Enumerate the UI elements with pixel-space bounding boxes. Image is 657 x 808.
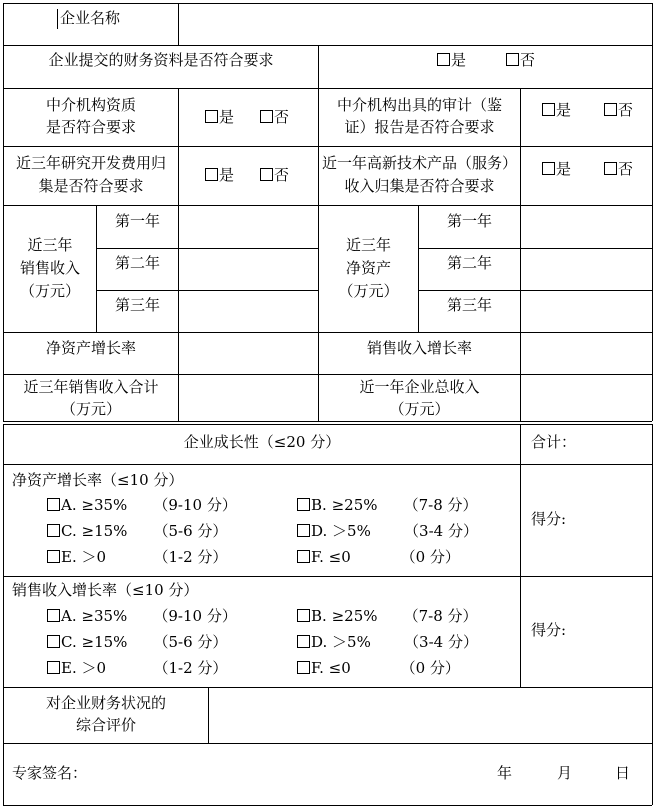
netasset-year1-label: 第一年	[446, 212, 492, 230]
checkbox[interactable]	[47, 550, 60, 563]
yes-label: 是	[219, 108, 235, 126]
net-asset-option-c[interactable]	[47, 520, 227, 542]
checkbox[interactable]	[297, 635, 310, 648]
no-label: 否	[520, 51, 536, 69]
option-letter: F.	[311, 659, 324, 677]
total-score-label: 合计：	[531, 433, 577, 451]
sales-score-label: 得分:	[531, 621, 567, 639]
no-label: 否	[274, 108, 290, 126]
no-label: 否	[618, 160, 634, 178]
checkbox[interactable]	[297, 524, 310, 537]
checkbox[interactable]	[47, 609, 60, 622]
border	[652, 3, 653, 421]
evaluation-label-1: 对企业财务状况的	[45, 694, 166, 712]
option-score: （0 分）	[400, 659, 460, 677]
option-letter: C.	[61, 633, 77, 651]
option-condition: ≥35%	[81, 607, 128, 625]
option-condition: ＞0	[81, 548, 107, 566]
checkbox[interactable]	[506, 53, 519, 66]
net-asset-option-f[interactable]	[297, 546, 460, 568]
no-label: 否	[618, 101, 634, 119]
signature-label: 专家签名：	[12, 764, 88, 782]
option-letter: D.	[311, 633, 328, 651]
evaluation-field[interactable]	[209, 688, 651, 742]
border	[3, 421, 652, 422]
option-letter: E.	[61, 548, 77, 566]
option-letter: D.	[311, 522, 328, 540]
option-letter: F.	[311, 548, 324, 566]
checkbox[interactable]	[542, 103, 555, 116]
text-cursor	[57, 9, 58, 29]
border	[3, 146, 652, 147]
net-asset-growth-field[interactable]	[179, 333, 318, 373]
sales-growth-label: 销售收入增长率	[366, 339, 472, 357]
netasset-year2-field[interactable]	[521, 249, 651, 289]
checkbox[interactable]	[542, 162, 555, 175]
checkbox[interactable]	[47, 661, 60, 674]
border	[3, 45, 652, 46]
option-score: （3-4 分）	[404, 633, 478, 651]
checkbox[interactable]	[205, 110, 218, 123]
checkbox[interactable]	[297, 498, 310, 511]
hightech-income-label-1: 近一年高新技术产品（服务）	[321, 154, 517, 172]
sales-year2-label: 第二年	[114, 254, 160, 272]
growth-title: 企业成长性（≤20 分）	[183, 433, 341, 451]
sales3-total-field[interactable]	[179, 375, 318, 420]
option-letter: A.	[61, 607, 77, 625]
net-asset-growth-heading: 净资产增长率（≤10 分）	[12, 471, 184, 489]
agency-qual-yes[interactable]	[205, 106, 234, 128]
checkbox[interactable]	[297, 661, 310, 674]
agency-qual-label-2: 是否符合要求	[45, 118, 136, 136]
financial-docs-label: 企业提交的财务资料是否符合要求	[48, 51, 274, 69]
netasset-year1-field[interactable]	[521, 206, 651, 247]
sales-option-c[interactable]	[47, 631, 227, 653]
border	[3, 576, 652, 577]
sales-year2-field[interactable]	[179, 249, 318, 289]
option-letter: B.	[311, 496, 327, 514]
option-score: （9-10 分）	[153, 496, 237, 514]
option-score: （3-4 分）	[404, 522, 478, 540]
net-asset-option-a[interactable]	[47, 494, 237, 516]
option-condition: ≥15%	[81, 633, 128, 651]
option-condition: ＞0	[81, 659, 107, 677]
checkbox[interactable]	[437, 53, 450, 66]
option-letter: E.	[61, 659, 77, 677]
option-score: （9-10 分）	[153, 607, 237, 625]
option-condition: ≥25%	[331, 607, 378, 625]
checkbox[interactable]	[604, 103, 617, 116]
hightech-income-label-2: 收入归集是否符合要求	[344, 177, 495, 195]
rd-cost-label-1: 近三年研究开发费用归	[15, 154, 166, 172]
rd-cost-label-2: 集是否符合要求	[38, 177, 144, 195]
sales-growth-field[interactable]	[521, 333, 651, 373]
agency-qual-label-1: 中介机构资质	[45, 96, 136, 114]
net-asset-growth-label: 净资产增长率	[45, 339, 136, 357]
option-letter: A.	[61, 496, 77, 514]
signature-day: 日	[615, 764, 631, 782]
netasset-year2-label: 第二年	[446, 254, 492, 272]
rd-cost-yes[interactable]	[205, 164, 234, 186]
border	[3, 424, 652, 425]
border	[520, 88, 521, 205]
option-score: （1-2 分）	[153, 548, 228, 566]
checkbox[interactable]	[260, 110, 273, 123]
signature-field[interactable]	[90, 750, 490, 794]
sales3-label-1: 近三年	[27, 236, 73, 254]
audit-report-label-2: 证）报告是否符合要求	[344, 118, 495, 136]
financial-docs-no[interactable]	[506, 49, 535, 71]
agency-qual-no[interactable]	[260, 106, 289, 128]
netasset3-label-1: 近三年	[345, 236, 391, 254]
sales-year3-field[interactable]	[179, 291, 318, 331]
option-score: （5-6 分）	[153, 522, 228, 540]
net-asset-score-label: 得分:	[531, 510, 567, 528]
no-label: 否	[274, 166, 290, 184]
sales-year1-field[interactable]	[179, 206, 318, 247]
netasset-year3-field[interactable]	[521, 291, 651, 331]
checkbox[interactable]	[205, 168, 218, 181]
checkbox[interactable]	[47, 498, 60, 511]
option-condition: ≥35%	[81, 496, 128, 514]
audit-report-no[interactable]	[604, 99, 633, 121]
border	[178, 88, 179, 205]
sales-option-f[interactable]	[297, 657, 460, 679]
option-condition: ≤0	[328, 659, 351, 677]
net-asset-option-b[interactable]	[297, 494, 478, 516]
sales3-label-3: （万元）	[19, 282, 80, 300]
yes-label: 是	[556, 160, 572, 178]
border	[3, 805, 652, 806]
border	[3, 743, 652, 744]
rd-cost-no[interactable]	[260, 164, 289, 186]
total-income-label-2: （万元）	[389, 400, 450, 418]
sales-year1-label: 第一年	[114, 212, 160, 230]
signature-year: 年	[497, 764, 513, 782]
option-condition: ≥25%	[331, 496, 378, 514]
option-score: （0 分）	[400, 548, 460, 566]
option-condition: ≥15%	[81, 522, 128, 540]
sales3-total-label-1: 近三年销售收入合计	[23, 378, 159, 396]
sales3-total-label-2: （万元）	[60, 400, 121, 418]
enterprise-name-label: 企业名称	[60, 9, 121, 27]
option-condition: ＞5%	[332, 633, 371, 651]
audit-report-yes[interactable]	[542, 99, 571, 121]
netasset3-label-3: （万元）	[338, 282, 399, 300]
checkbox[interactable]	[260, 168, 273, 181]
border	[3, 88, 652, 89]
border	[3, 464, 652, 465]
audit-report-label-1: 中介机构出具的审计（鉴	[336, 96, 502, 114]
net-asset-option-e[interactable]	[47, 546, 227, 568]
option-letter: C.	[61, 522, 77, 540]
option-score: （7-8 分）	[403, 607, 478, 625]
yes-label: 是	[556, 101, 572, 119]
border	[520, 424, 521, 687]
yes-label: 是	[451, 51, 467, 69]
checkbox[interactable]	[297, 550, 310, 563]
sales-option-d[interactable]	[297, 631, 478, 653]
checkbox[interactable]	[47, 524, 60, 537]
option-letter: B.	[311, 607, 327, 625]
evaluation-label-2: 综合评价	[75, 716, 136, 734]
total-income-field[interactable]	[521, 375, 651, 420]
border	[652, 424, 653, 805]
option-score: （7-8 分）	[403, 496, 478, 514]
checkbox[interactable]	[604, 162, 617, 175]
sales-option-b[interactable]	[297, 605, 478, 627]
sales-option-e[interactable]	[47, 657, 227, 679]
border	[3, 424, 4, 805]
enterprise-name-field[interactable]	[179, 5, 651, 44]
signature-month: 月	[557, 764, 573, 782]
option-condition: ＞5%	[332, 522, 371, 540]
sales-option-a[interactable]	[47, 605, 237, 627]
sales-growth-heading: 销售收入增长率（≤10 分）	[12, 581, 199, 599]
sales-year3-label: 第三年	[114, 296, 160, 314]
yes-label: 是	[219, 166, 235, 184]
option-score: （1-2 分）	[153, 659, 228, 677]
financial-docs-yes[interactable]	[437, 49, 466, 71]
total-income-label-1: 近一年企业总收入	[359, 378, 480, 396]
netasset3-label-2: 净资产	[345, 259, 391, 277]
sales3-label-2: 销售收入	[19, 259, 80, 277]
checkbox[interactable]	[47, 635, 60, 648]
net-asset-option-d[interactable]	[297, 520, 478, 542]
checkbox[interactable]	[297, 609, 310, 622]
hightech-income-no[interactable]	[604, 158, 633, 180]
border	[3, 3, 652, 4]
option-score: （5-6 分）	[153, 633, 228, 651]
option-condition: ≤0	[328, 548, 351, 566]
netasset-year3-label: 第三年	[446, 296, 492, 314]
hightech-income-yes[interactable]	[542, 158, 571, 180]
